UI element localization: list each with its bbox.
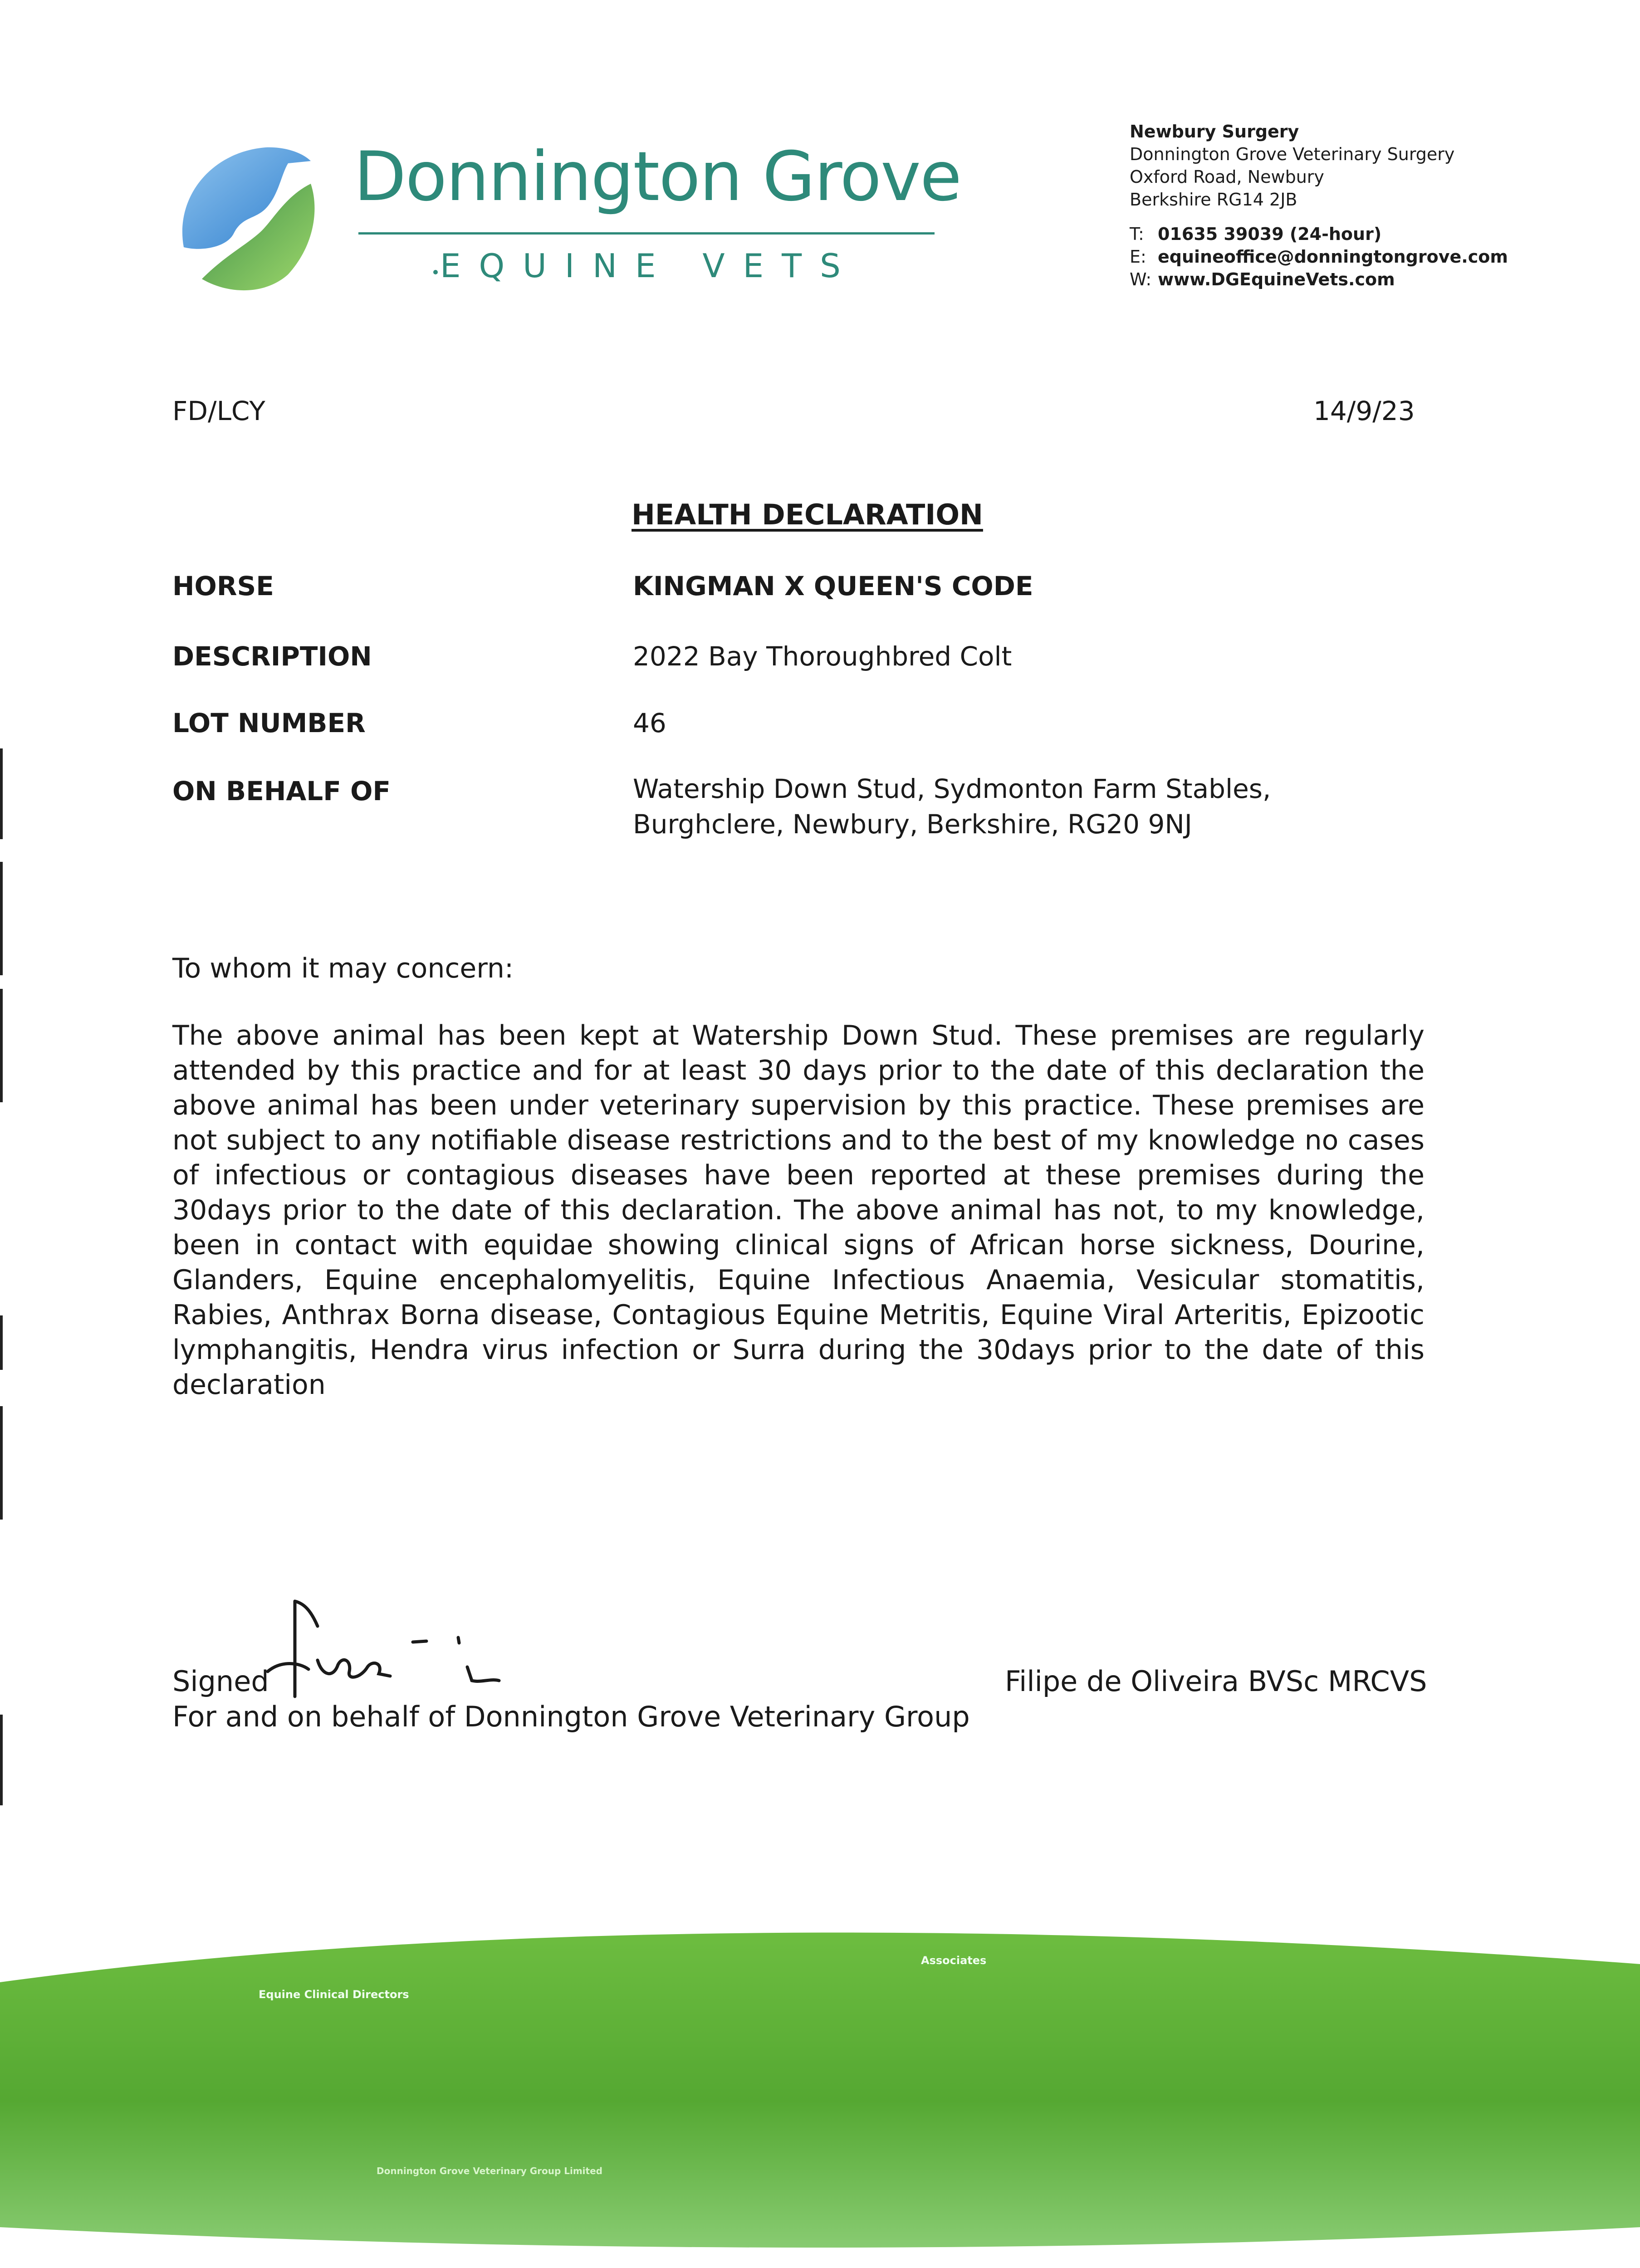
address-line: Donnington Grove Veterinary Surgery <box>1130 144 1455 164</box>
surgery-name: Newbury Surgery <box>1130 122 1299 142</box>
scan-mark <box>0 1715 3 1805</box>
on-behalf-line: Watership Down Stud, Sydmonton Farm Stables, <box>633 773 1271 804</box>
horse-label: HORSE <box>172 571 274 601</box>
scan-mark <box>0 1406 3 1520</box>
brand-divider <box>358 232 935 235</box>
declaration-body: The above animal has been kept at Watership Down Stud. These premises are regularly attended by this practice and for at least 30 days prior to the date of this declaration the above animal has been under veterinary supervision by this practice. These premises are not subject to any notifiable disease restrictions and to the best of my knowledge no cases of infectious or contagious diseases have been reported at these premises during the 30days prior to the date of this declaration. The above animal has not, to my knowledge, been in contact with equidae showing clinical signs of African horse sickness, Dourine, Glanders, Equine encephalomyelitis, Equine Infectious Anaemia, Vesicular stomatitis, Rabies, Anthrax Borna disease, Contagious Equine Metritis, Equine Viral Arteritis, Epizootic lymphangitis, Hendra virus infection or Surra during the 30days prior to the date of this declaration <box>172 1020 1425 1401</box>
horse-value: KINGMAN X QUEEN'S CODE <box>633 571 1033 601</box>
signed-label: Signed <box>172 1665 269 1698</box>
description-value: 2022 Bay Thoroughbred Colt <box>633 641 1012 672</box>
address-line: Berkshire RG14 2JB <box>1130 190 1297 210</box>
footer-band <box>0 1882 1640 2268</box>
lot-number-label: LOT NUMBER <box>172 708 366 738</box>
greeting: To whom it may concern: <box>172 953 514 984</box>
document-title: HEALTH DECLARATION <box>632 498 983 531</box>
associates-heading: Associates <box>921 1954 987 1967</box>
scan-mark <box>0 862 3 975</box>
brand-name: Donnington Grove <box>354 137 961 216</box>
letter-date: 14/9/23 <box>1313 396 1415 426</box>
company-name: Donnington Grove Veterinary Group Limited <box>377 2165 602 2176</box>
contact-block <box>1130 120 1508 291</box>
on-behalf-of-group: For and on behalf of Donnington Grove Veterinary Group <box>172 1700 970 1733</box>
description-label: DESCRIPTION <box>172 641 372 672</box>
footer-directors <box>259 1987 409 2003</box>
on-behalf-value <box>633 771 1271 842</box>
brand-dot <box>433 270 438 274</box>
website-link[interactable]: www.DGEquineVets.com <box>1158 269 1395 289</box>
scan-mark <box>0 1315 3 1370</box>
email-row: E: equineoffice@donningtongrove.com <box>1130 247 1508 267</box>
footer-associates <box>921 1953 986 1969</box>
brand-subtitle: EQUINE VETS <box>440 247 859 285</box>
on-behalf-line: Burghclere, Newbury, Berkshire, RG20 9NJ <box>633 809 1192 840</box>
email-link[interactable]: equineoffice@donningtongrove.com <box>1158 247 1508 267</box>
footer-company <box>377 2164 602 2178</box>
handwritten-signature <box>254 1583 626 1710</box>
website-row: W: www.DGEquineVets.com <box>1130 269 1395 289</box>
directors-heading: Equine Clinical Directors <box>259 1988 409 2001</box>
scan-mark <box>0 989 3 1102</box>
logo-horse-icon <box>175 143 320 297</box>
telephone-row: T: 01635 39039 (24-hour) <box>1130 224 1382 244</box>
scan-mark <box>0 748 3 839</box>
lot-number-value: 46 <box>633 708 666 738</box>
signer-name: Filipe de Oliveira BVSc MRCVS <box>1005 1665 1427 1698</box>
on-behalf-label: ON BEHALF OF <box>172 776 391 807</box>
address-line: Oxford Road, Newbury <box>1130 167 1324 187</box>
reference-code: FD/LCY <box>172 396 265 426</box>
telephone: 01635 39039 (24-hour) <box>1158 224 1382 244</box>
